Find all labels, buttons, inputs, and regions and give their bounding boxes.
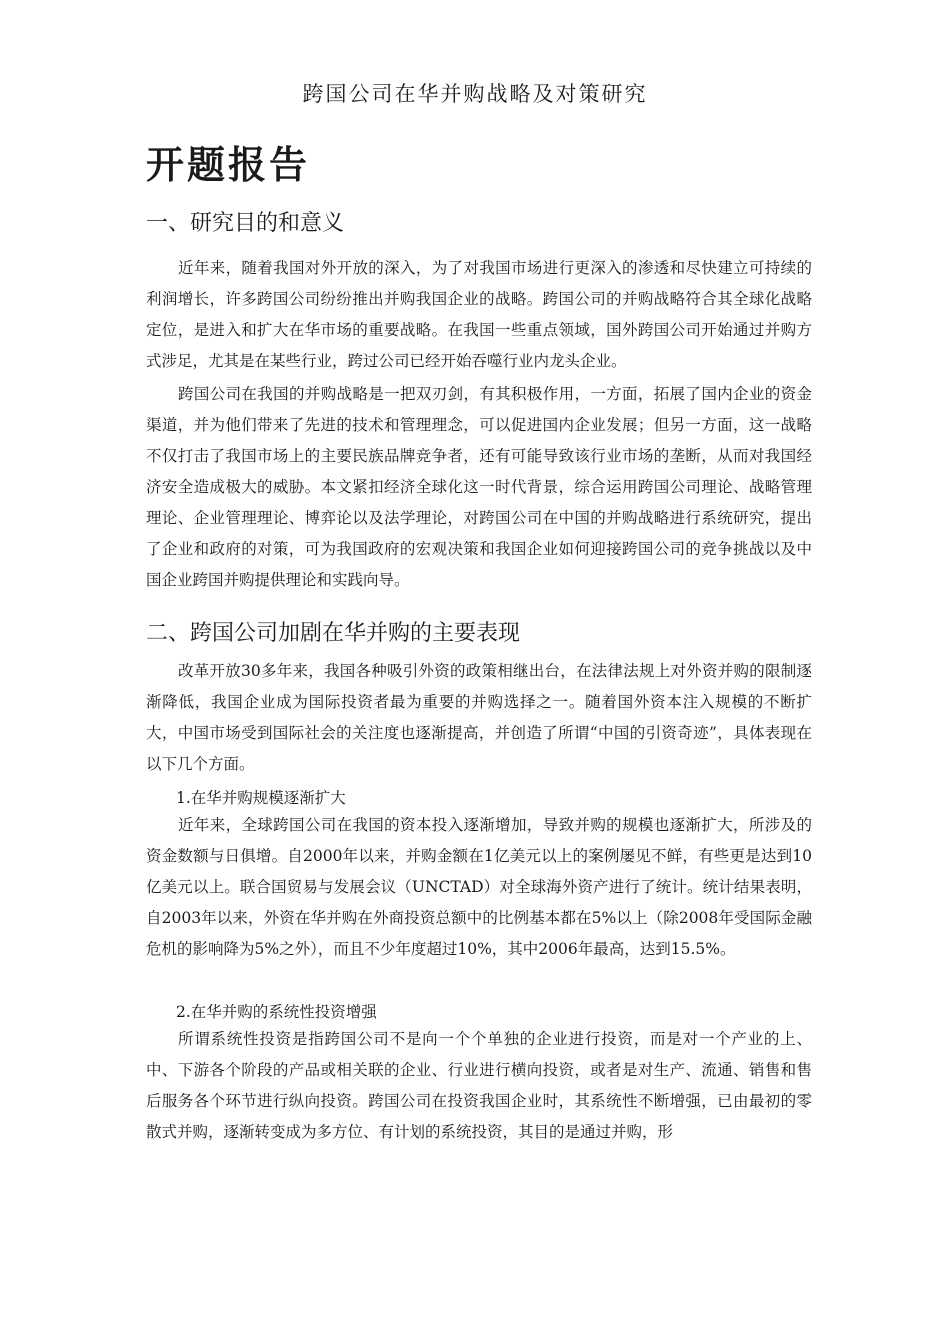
section1-paragraph-1: 近年来，随着我国对外开放的深入，为了对我国市场进行更深入的渗透和尽快建立可持续的利润增长，许多跨国公司纷纷推出并购我国企业的战略。跨国公司的并购战略符合其全球化战略定位，是进入和扩大在华市场的重要战略。在我国一些重点领域，国外跨国公司开始通过并购方式涉足，尤其是在某些行业，跨过公司已经开始吞噬行业内龙头企业。 <box>146 259 812 370</box>
section2-intro-paragraph: 改革开放30多年来，我国各种吸引外资的政策相继出台，在法律法规上对外资并购的限制逐渐降低，我国企业成为国际投资者最为重要的并购选择之一。随着国外资本注入规模的不断扩大，中国市场受到国际社会的关注度也逐渐提高，并创造了所谓“中国的引资奇迹”，具体表现在以下几个方面。 <box>146 662 812 773</box>
section2-heading: 二、跨国公司加剧在华并购的主要表现 <box>146 621 521 646</box>
subsection-1-heading: 1.在华并购规模逐渐扩大 <box>176 789 346 807</box>
section1-heading: 一、研究目的和意义 <box>146 211 345 236</box>
document-title: 跨国公司在华并购战略及对策研究 <box>302 82 648 106</box>
subsection-2-heading: 2.在华并购的系统性投资增强 <box>176 1003 377 1021</box>
section1-paragraph-2: 跨国公司在我国的并购战略是一把双刃剑，有其积极作用，一方面，拓展了国内企业的资金渠道，并为他们带来了先进的技术和管理理念，可以促进国内企业发展；但另一方面，这一战略不仅打击了我国市场上的主要民族品牌竞争者，还有可能导致该行业市场的垄断，从而对我国经济安全造成极大的威胁。本文紧扣经济全球化这一时代背景，综合运用跨国公司理论、战略管理理论、企业管理理论、博弈论以及法学理论，对跨国公司在中国的并购战略进行系统研究，提出了企业和政府的对策，可为我国政府的宏观决策和我国企业如何迎接跨国公司的竞争挑战以及中国企业跨国并购提供理论和实践向导。 <box>146 385 812 589</box>
report-heading: 开题报告 <box>146 142 311 187</box>
subsection-1-paragraph: 近年来，全球跨国公司在我国的资本投入逐渐增加，导致并购的规模也逐渐扩大，所涉及的资金数额与日俱增。自2000年以来，并购金额在1亿美元以上的案例屡见不鲜，有些更是达到10亿美元以上。联合国贸易与发展会议（UNCTAD）对全球海外资产进行了统计。统计结果表明，自2003年以来，外资在华并购在外商投资总额中的比例基本都在5%以上（除2008年受国际金融危机的影响降为5%之外），而且不少年度超过10%，其中2006年最高，达到15.5%。 <box>146 816 812 958</box>
subsection-2-paragraph: 所谓系统性投资是指跨国公司不是向一个个单独的企业进行投资，而是对一个产业的上、中、下游各个阶段的产品或相关联的企业、行业进行横向投资，或者是对生产、流通、销售和售后服务各个环节进行纵向投资。跨国公司在投资我国企业时，其系统性不断增强，已由最初的零散式并购，逐渐转变成为多方位、有计划的系统投资，其目的是通过并购，形 <box>146 1030 812 1141</box>
